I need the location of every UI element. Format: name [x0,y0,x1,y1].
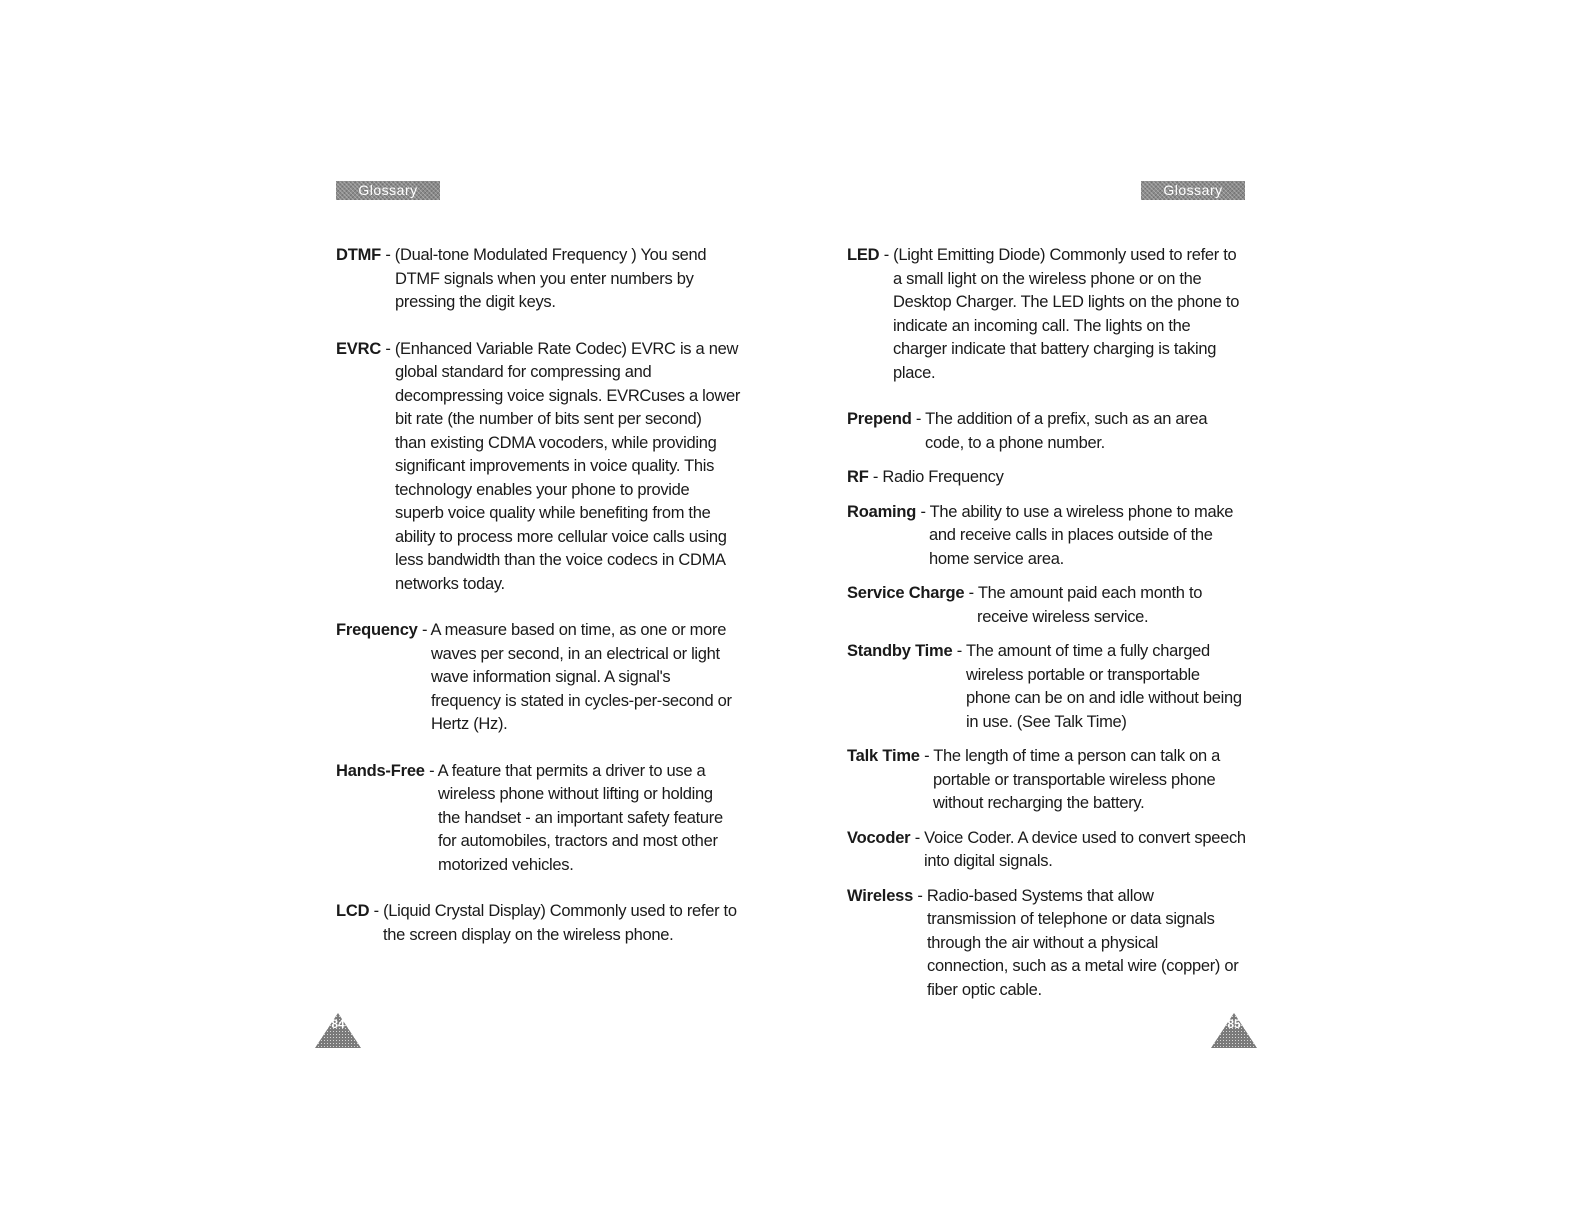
definition-line: networks today. [395,574,505,593]
entry-first-line [336,244,736,268]
entry-first-line [847,827,1247,851]
definition-line: wave information signal. A signal's [431,668,671,686]
definition-line: for automobiles, tractors and most other [438,832,718,850]
definition-line: (Enhanced Variable Rate Codec) EVRC is a new [394,339,739,358]
term-separator: - [424,761,438,780]
glossary-entry [847,827,1247,874]
glossary-term: Hands-Free [336,761,425,780]
term-separator: - [369,902,384,920]
definition-line: superb voice quality while benefiting from the [395,504,711,522]
definition-line: The amount paid each month to [977,584,1203,602]
definition-line: The length of time a person can talk on a [933,747,1220,765]
entry-first-line [847,745,1247,769]
definition-line: (Dual-tone Modulated Frequency ) You send [394,246,707,264]
definition-line: place. [893,363,936,382]
term-separator: - [417,621,431,639]
glossary-entries-left [336,244,741,947]
glossary-term: Roaming [847,502,917,521]
glossary-entry [847,582,1247,629]
definition-line: the screen display on the wireless phone. [383,925,674,944]
entry-first-line [847,244,1247,268]
definition-line: Hertz (Hz). [431,715,508,733]
glossary-entry [847,640,1247,734]
glossary-term: Standby Time [847,642,953,660]
definition-line: home service area. [929,549,1064,568]
definition-line: fiber optic cable. [927,980,1042,999]
definition-line: ability to process more cellular voice calls using [395,527,727,546]
term-separator: - [916,502,930,521]
definition-line: Radio-based Systems that allow [926,886,1154,905]
glossary-term: LED [847,246,880,264]
entry-first-line [336,338,739,362]
glossary-entry [847,745,1247,816]
glossary-entry [336,900,736,947]
definition-line: frequency is stated in cycles-per-second or [431,691,732,710]
definition-line: waves per second, in an electrical or light [431,644,720,663]
entry-first-line [847,466,1247,490]
definition-line: motorized vehicles. [438,855,574,874]
definition-line: A measure based on time, as one or more [430,621,727,639]
glossary-term: RF [847,468,869,486]
term-separator: - [381,339,395,358]
definition-line: phone can be on and idle without being [966,689,1242,707]
glossary-entry [847,244,1247,385]
definition-line: bit rate (the number of bits sent per second) [395,410,702,428]
definition-line: connection, such as a metal wire (copper) or [927,957,1239,975]
glossary-term: Frequency [336,621,418,639]
glossary-header-tab: Glossary [1141,181,1245,200]
definition-line: less bandwidth than the voice codecs in CDMA [395,551,726,569]
glossary-entries-right [847,244,1247,1002]
definition-line: (Liquid Crystal Display) Commonly used to refer to [383,902,737,920]
glossary-term: LCD [336,902,370,920]
definition-line: A feature that permits a driver to use a [437,761,706,780]
glossary-entry [847,501,1247,572]
definition-line: decompressing voice signals. EVRCuses a lower [395,386,741,405]
glossary-entry [847,466,1247,490]
definition-line: The ability to use a wireless phone to make [929,502,1234,521]
entry-first-line [336,760,736,784]
definition-line: The amount of time a fully charged [965,642,1210,660]
definition-line: Voice Coder. A device used to convert speech [924,828,1246,847]
definition-line: wireless portable or transportable [966,665,1200,684]
definition-line: transmission of telephone or data signals [927,910,1215,928]
term-separator: - [879,246,894,264]
definition-line: and receive calls in places outside of the [929,526,1213,544]
term-separator: - [381,246,395,264]
definition-line: (Light Emitting Diode) Commonly used to refer to [893,246,1237,264]
term-separator: - [913,886,927,905]
entry-first-line [847,408,1247,432]
definition-line: receive wireless service. [977,607,1149,626]
term-separator: - [964,584,978,602]
term-separator: - [868,468,883,486]
term-separator: - [919,747,934,765]
definition-line: significant improvements in voice quality. This [395,457,715,475]
glossary-term: Vocoder [847,828,911,847]
entry-first-line [847,582,1247,606]
right-page [792,0,1584,1224]
definition-line: without recharging the battery. [933,794,1145,812]
definition-line: The addition of a prefix, such as an area [925,410,1208,428]
glossary-entry [336,760,736,878]
definition-line: a small light on the wireless phone or on the [893,269,1202,288]
entry-first-line [336,900,736,924]
glossary-entry [847,408,1247,455]
definition-line: indicate an incoming call. The lights on the [893,316,1191,335]
definition-line: than existing CDMA vocoders, while providing [395,433,717,452]
page-number: 85 [1227,1017,1241,1031]
glossary-entry [847,885,1247,1003]
page-number: 84 [331,1017,345,1031]
definition-line: through the air without a physical [927,933,1159,952]
glossary-term: EVRC [336,339,382,358]
term-separator: - [910,828,925,847]
definition-line: Radio Frequency [882,468,1004,486]
definition-line: portable or transportable wireless phone [933,770,1216,789]
definition-line: in use. (See Talk Time) [966,712,1127,731]
definition-line: global standard for compressing and [395,363,652,381]
definition-line: Desktop Charger. The LED lights on the phone to [893,293,1240,311]
definition-line: wireless phone without lifting or holding [438,785,713,803]
definition-line: into digital signals. [924,852,1053,870]
definition-line: the handset - an important safety feature [438,808,723,827]
glossary-term: Prepend [847,410,912,428]
entry-first-line [847,640,1247,664]
glossary-term: DTMF [336,246,382,264]
glossary-entry [336,338,741,597]
glossary-entry [336,619,736,737]
glossary-term: Wireless [847,886,914,905]
glossary-term: Talk Time [847,747,920,765]
glossary-header-tab: Glossary [336,181,440,200]
glossary-entry [336,244,736,315]
entry-first-line [847,501,1247,525]
definition-line: pressing the digit keys. [395,293,556,311]
glossary-term: Service Charge [847,584,965,602]
term-separator: - [911,410,926,428]
definition-line: DTMF signals when you enter numbers by [395,269,694,288]
entry-first-line [847,885,1247,909]
definition-line: code, to a phone number. [925,433,1105,452]
definition-line: technology enables your phone to provide [395,480,690,499]
definition-line: charger indicate that battery charging is taking [893,340,1217,358]
entry-first-line [336,619,736,643]
term-separator: - [952,642,966,660]
